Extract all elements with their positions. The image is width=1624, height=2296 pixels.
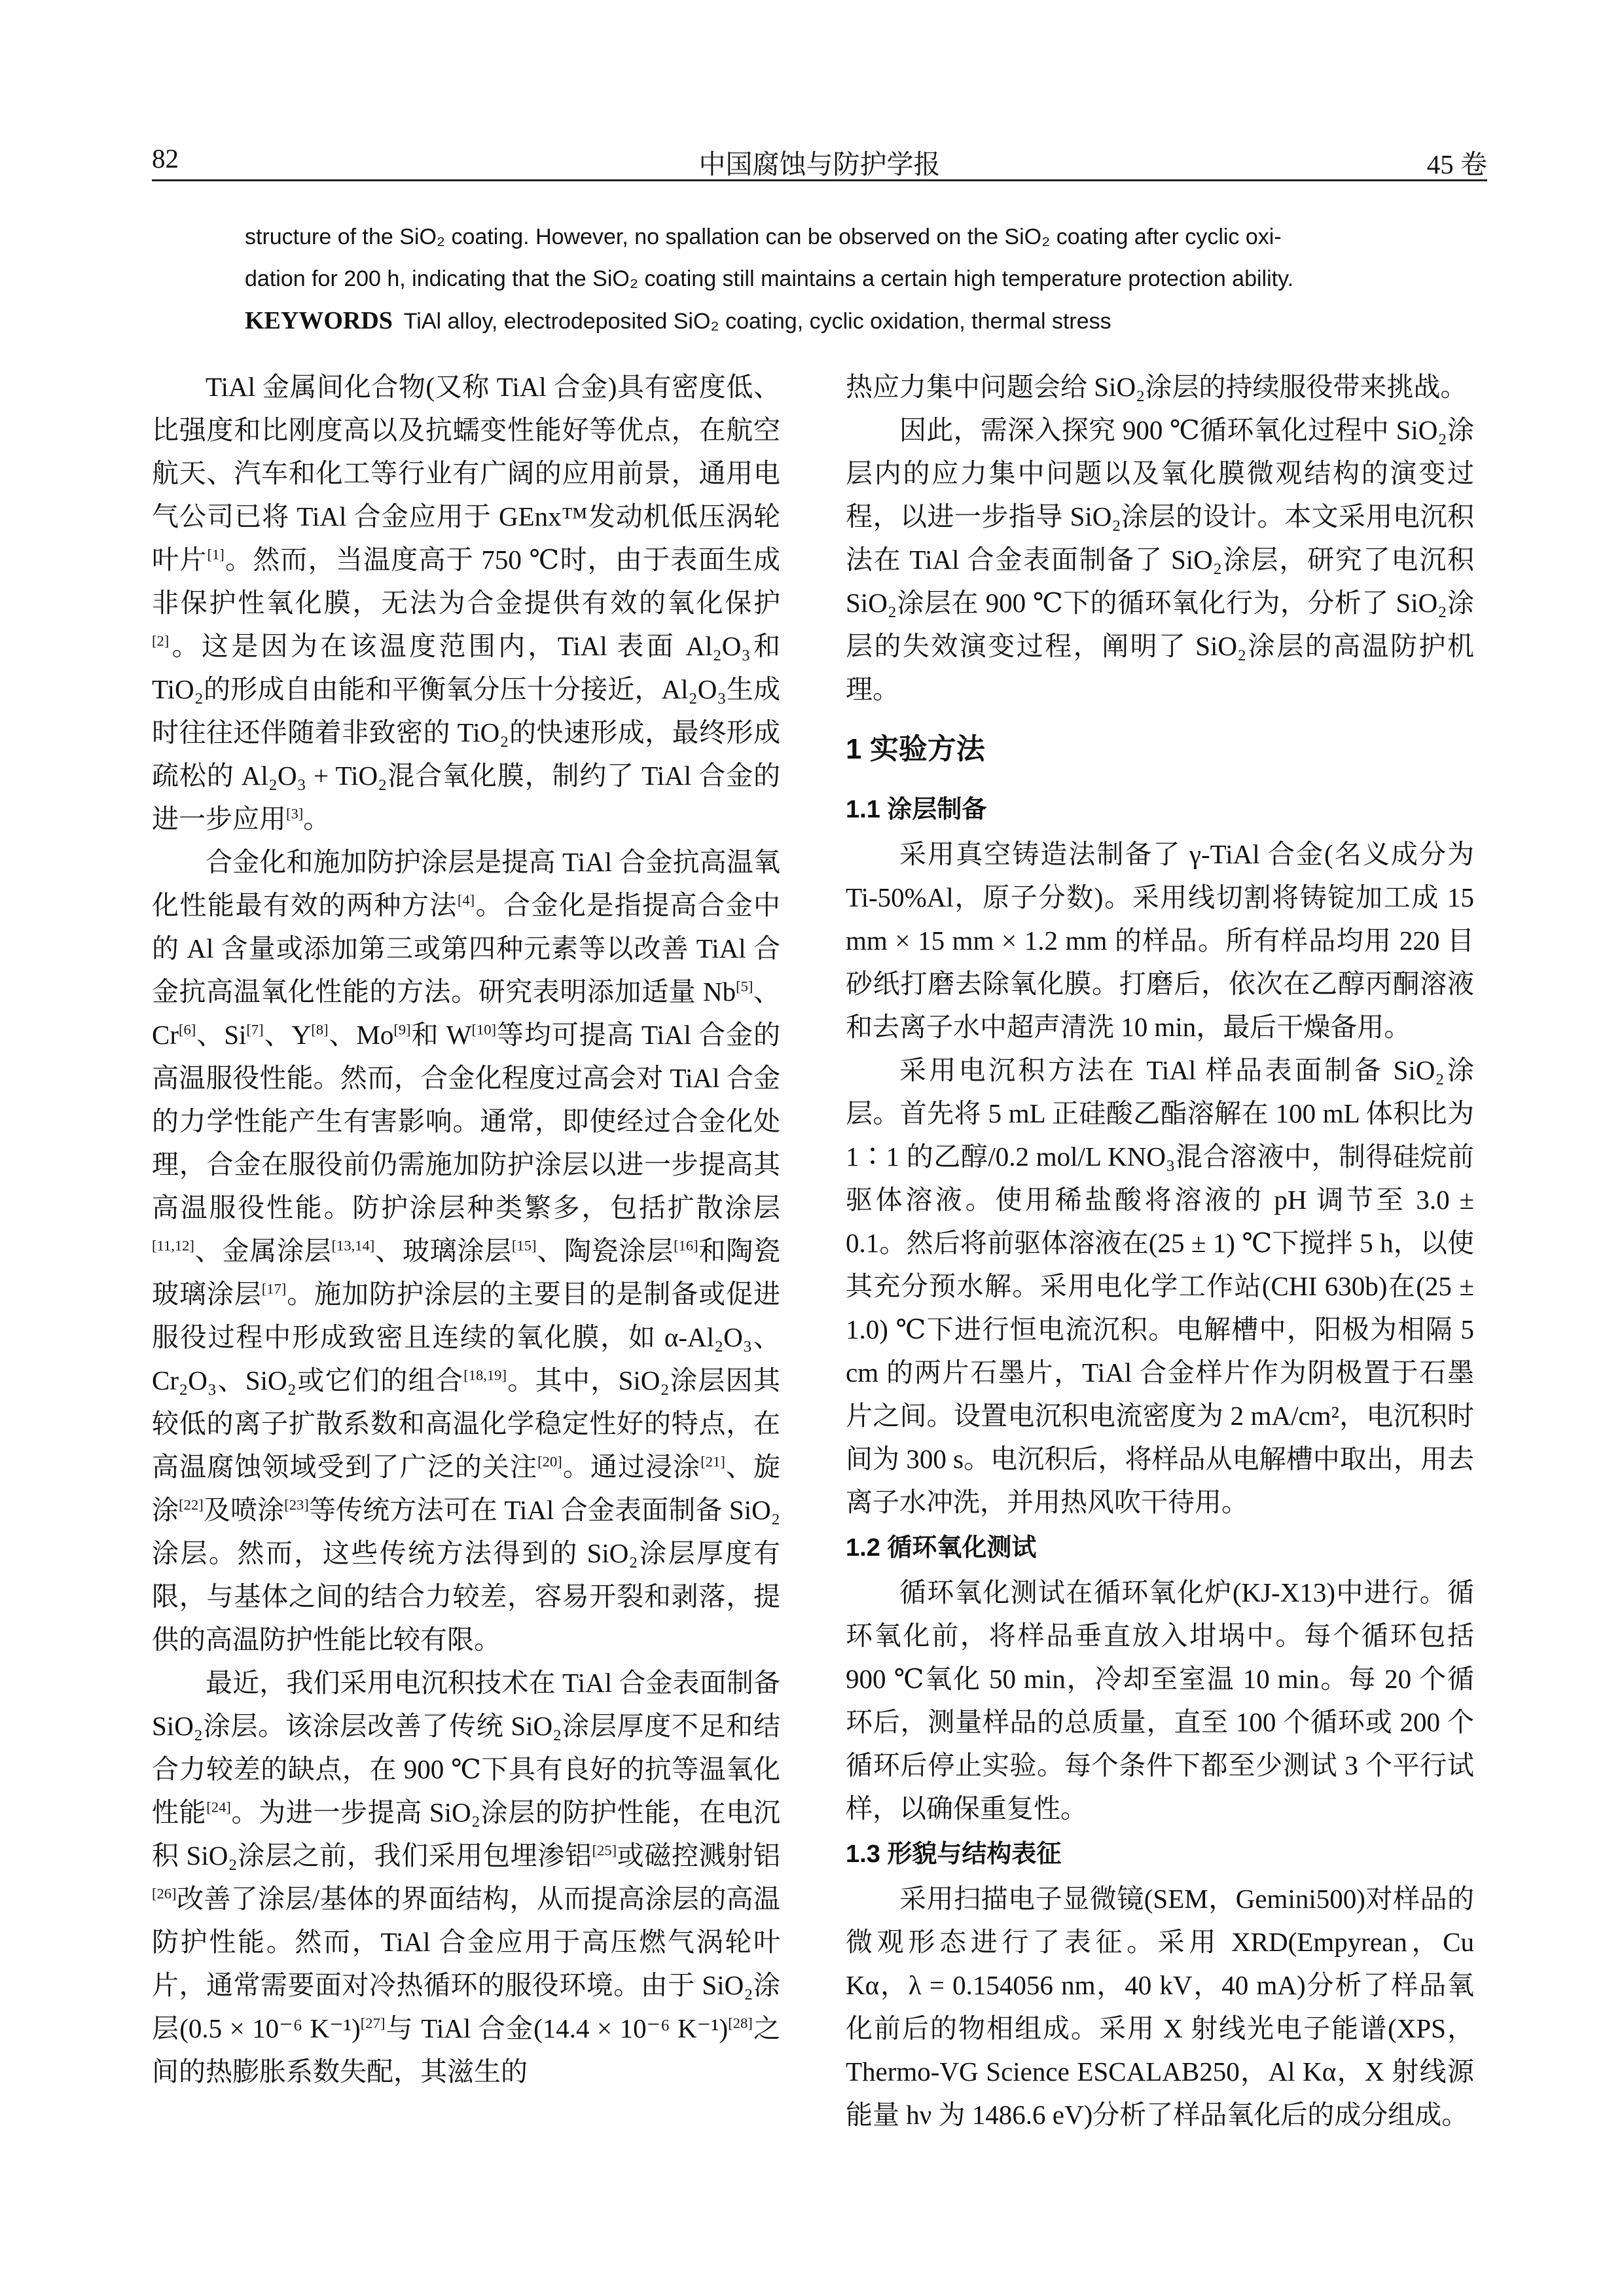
abstract-line: structure of the SiO₂ coating. However, no spallation can be observed on the SiO₂ coating after cyclic oxi- <box>245 224 1282 249</box>
coating-prep-paragraph-2: 采用电沉积方法在 TiAl 样品表面制备 SiO₂涂层。首先将 5 mL 正硅酸乙酯溶解在 100 mL 体积比为 1∶1 的乙醇/0.2 mol/L KNO₃混合溶液中，制得硅烷前驱体溶液。使用稀盐酸将溶液的 pH 调节至 3.0 ± 0.1。然后将前驱体溶液在(25 ± 1) ℃下搅拌 5 h，以使其充分预水解。采用电化学工作站(CHI 630b)在(25 ± 1.0) ℃下进行恒电流沉积。电解槽中，阳极为相隔 5 cm 的两片石墨片，TiAl 合金样片作为阴极置于石墨片之间。设置电沉积电流密度为 2 mA/cm²，电沉积时间为 300 s。电沉积后，将样品从电解槽中取出，用去离子水冲洗，并用热风吹干待用。 <box>846 1055 1474 1517</box>
intro-continuation: 热应力集中问题会给 SiO₂涂层的持续服役带来挑战。 <box>846 372 1468 402</box>
right-column <box>846 365 1474 2136</box>
page-number: 82 <box>152 143 179 173</box>
subsection-heading-1-1: 1.1 涂层制备 <box>846 796 987 823</box>
section-heading-1: 1 实验方法 <box>846 733 985 765</box>
abstract-line: dation for 200 h, indicating that the SiO₂ coating still maintains a certain high temperature protection ability. <box>245 266 1294 291</box>
cyclic-oxidation-paragraph: 循环氧化测试在循环氧化炉(KJ-X13)中进行。循环氧化前，将样品垂直放入坩埚中。每个循环包括 900 ℃氧化 50 min，冷却至室温 10 min。每 20 个循环后，测量样品的总质量，直至 100 个循环或 200 个循环后停止实验。每个条件下都至少测试 3 个平行试样，以确保重复性。 <box>846 1577 1474 1823</box>
coating-prep-paragraph-1: 采用真空铸造法制备了 γ-TiAl 合金(名义成分为 Ti-50%Al，原子分数)。采用线切割将铸锭加工成 15 mm × 15 mm × 1.2 mm 的样品。所有样品均用 220 目砂纸打磨去除氧化膜。打磨后，依次在乙醇丙酮溶液和去离子水中超声清洗 10 min，最后干燥备用。 <box>846 839 1474 1042</box>
intro-paragraph-1: TiAl 金属间化合物(又称 TiAl 合金)具有密度低、比强度和比刚度高以及抗蠕变性能好等优点，在航空航天、汽车和化工等行业有广阔的应用前景，通用电气公司已将 TiAl 合金应用于 GEnx™发动机低压涡轮叶片[1]。然而，当温度高于 750 ℃时，由于表面生成非保护性氧化膜，无法为合金提供有效的氧化保护[2]。这是因为在该温度范围内，TiAl 表面 Al₂O₃和 TiO₂的形成自由能和平衡氧分压十分接近，Al₂O₃生成时往往还伴随着非致密的 TiO₂的快速形成，最终形成疏松的 Al₂O₃ + TiO₂混合氧化膜，制约了 TiAl 合金的进一步应用[3]。 <box>152 372 781 834</box>
keywords-line <box>245 300 1410 342</box>
running-header <box>152 139 1487 181</box>
journal-title: 中国腐蚀与防护学报 <box>698 149 941 179</box>
intro-paragraph-2: 合金化和施加防护涂层是提高 TiAl 合金抗高温氧化性能最有效的两种方法[4]。合金化是指提高合金中的 Al 含量或添加第三或第四种元素等以改善 TiAl 合金抗高温氧化性能的方法。研究表明添加适量 Nb[5]、Cr[6]、Si[7]、Y[8]、Mo[9]和 W[10]等均可提高 TiAl 合金的高温服役性能。然而，合金化程度过高会对 TiAl 合金的力学性能产生有害影响。通常，即使经过合金化处理，合金在服役前仍需施加防护涂层以进一步提高其高温服役性能。防护涂层种类繁多，包括扩散涂层[11,12]、金属涂层[13,14]、玻璃涂层[15]、陶瓷涂层[16]和陶瓷玻璃涂层[17]。施加防护涂层的主要目的是制备或促进服役过程中形成致密且连续的氧化膜，如 α-Al₂O₃、Cr₂O₃、SiO₂或它们的组合[18,19]。其中，SiO₂涂层因其较低的离子扩散系数和高温化学稳定性好的特点，在高温腐蚀领域受到了广泛的关注[20]。通过浸涂[21]、旋涂[22]及喷涂[23]等传统方法可在 TiAl 合金表面制备 SiO₂涂层。然而，这些传统方法得到的 SiO₂涂层厚度有限，与基体之间的结合力较差，容易开裂和剥落，提供的高温防护性能比较有限。 <box>152 847 781 1655</box>
subsection-heading-1-3: 1.3 形貌与结构表征 <box>846 1840 1062 1868</box>
abstract-tail <box>245 216 1410 342</box>
left-column <box>152 365 780 2093</box>
subsection-heading-1-2: 1.2 循环氧化测试 <box>846 1534 1037 1562</box>
keywords-label: KEYWORDS <box>245 307 393 334</box>
intro-paragraph-3: 最近，我们采用电沉积技术在 TiAl 合金表面制备 SiO₂涂层。该涂层改善了传统 SiO₂涂层厚度不足和结合力较差的缺点，在 900 ℃下具有良好的抗等温氧化性能[24]。为进一步提高 SiO₂涂层的防护性能，在电沉积 SiO₂涂层之前，我们采用包埋渗铝[25]或磁控溅射铝[26]改善了涂层/基体的界面结构，从而提高涂层的高温防护性能。然而，TiAl 合金应用于高压燃气涡轮叶片，通常需要面对冷热循环的服役环境。由于 SiO₂涂层(0.5 × 10⁻⁶ K⁻¹)[27]与 TiAl 合金(14.4 × 10⁻⁶ K⁻¹)[28]之间的热膨胀系数失配，其滋生的 <box>152 1668 781 2087</box>
keywords-text: TiAl alloy, electrodeposited SiO₂ coating, cyclic oxidation, thermal stress <box>403 309 1111 334</box>
volume-label: 45 卷 <box>1426 149 1487 179</box>
intro-paragraph-4: 因此，需深入探究 900 ℃循环氧化过程中 SiO₂涂层内的应力集中问题以及氧化膜微观结构的演变过程，以进一步指导 SiO₂涂层的设计。本文采用电沉积法在 TiAl 合金表面制备了 SiO₂涂层，研究了电沉积 SiO₂涂层在 900 ℃下的循环氧化行为，分析了 SiO₂涂层的失效演变过程，阐明了 SiO₂涂层的高温防护机理。 <box>846 415 1474 704</box>
characterization-paragraph: 采用扫描电子显微镜(SEM，Gemini500)对样品的微观形态进行了表征。采用 XRD(Empyrean，Cu Kα，λ = 0.154056 nm，40 kV，40 mA)分析了样品氧化前后的物相组成。采用 X 射线光电子能谱(XPS，Thermo-VG Science ESCALAB250，Al Kα，X 射线源能量 hν 为 1486.6 eV)分析了样品氧化后的成分组成。 <box>846 1884 1474 2130</box>
